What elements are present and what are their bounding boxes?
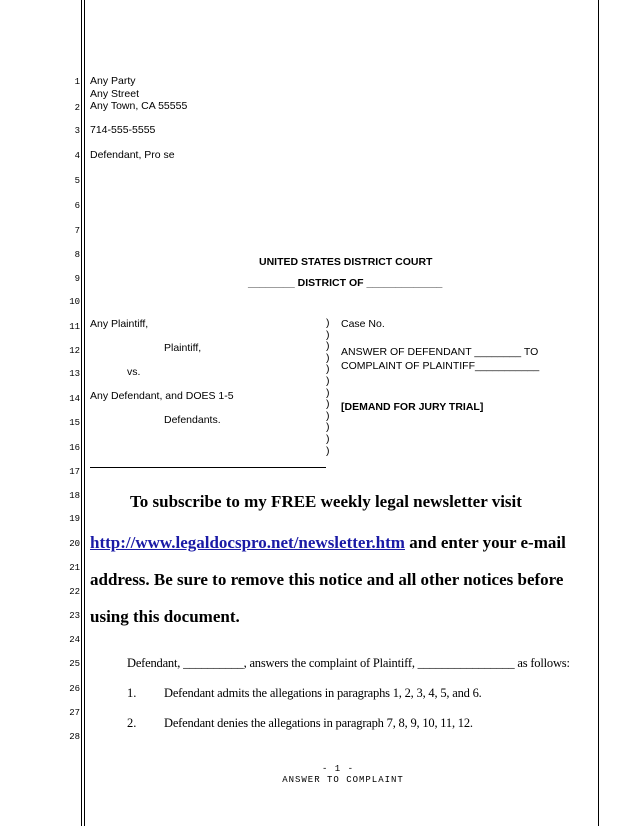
defendants-label: Defendants. xyxy=(164,414,221,426)
notice-line4: using this document. xyxy=(90,607,240,626)
line-number: 3 xyxy=(74,126,80,136)
left-margin-line-inner xyxy=(84,0,85,826)
plaintiff-label: Plaintiff, xyxy=(164,342,202,354)
item-1-number: 1. xyxy=(127,686,137,700)
item-2-number: 2. xyxy=(127,716,137,730)
item-2-text: Defendant denies the allegations in paragraph 7, 8, 9, 10, 11, 12. xyxy=(164,716,473,730)
line-number: 18 xyxy=(69,491,80,501)
notice-line2 xyxy=(90,533,566,553)
line-number: 15 xyxy=(69,418,80,428)
line-number: 14 xyxy=(69,394,80,404)
line-number: 19 xyxy=(69,514,80,524)
notice-line2-text: and enter your e-mail xyxy=(404,533,566,552)
notice-line3: address. Be sure to remove this notice and all other notices before xyxy=(90,570,564,589)
party-street: Any Street xyxy=(90,88,140,100)
line-number: 28 xyxy=(69,732,80,742)
court-district: ________ DISTRICT OF _____________ xyxy=(248,277,443,289)
plaintiff-name: Any Plaintiff, xyxy=(90,318,149,330)
caption-parentheses: ) ) ) ) ) ) ) ) ) ) ) ) xyxy=(326,317,330,457)
line-number: 11 xyxy=(69,322,80,332)
footer-title: ANSWER TO COMPLAINT xyxy=(282,775,404,785)
answer-intro: Defendant, __________, answers the complaint of Plaintiff, ________________ as follows: xyxy=(127,656,570,670)
document-title-line1: ANSWER OF DEFENDANT ________ TO xyxy=(341,346,539,358)
line-number: 1 xyxy=(74,77,80,87)
line-number: 16 xyxy=(69,443,80,453)
line-number: 26 xyxy=(69,684,80,694)
notice-line1: To subscribe to my FREE weekly legal newsletter visit xyxy=(130,492,522,511)
line-number: 5 xyxy=(74,176,80,186)
document-title-line2: COMPLAINT OF PLAINTIFF___________ xyxy=(341,360,540,372)
line-number: 21 xyxy=(69,563,80,573)
line-number: 27 xyxy=(69,708,80,718)
right-margin-line xyxy=(598,0,599,826)
party-name: Any Party xyxy=(90,75,136,87)
versus-text: vs. xyxy=(127,366,141,378)
line-number: 13 xyxy=(69,369,80,379)
jury-demand: [DEMAND FOR JURY TRIAL] xyxy=(341,401,484,413)
item-1-text: Defendant admits the allegations in paragraphs 1, 2, 3, 4, 5, and 6. xyxy=(164,686,482,700)
party-phone: 714-555-5555 xyxy=(90,124,156,136)
line-number: 23 xyxy=(69,611,80,621)
line-number: 20 xyxy=(69,539,80,549)
party-city: Any Town, CA 55555 xyxy=(90,100,188,112)
court-name: UNITED STATES DISTRICT COURT xyxy=(259,256,433,268)
line-number: 7 xyxy=(74,226,80,236)
case-number-label: Case No. xyxy=(341,318,385,330)
line-number: 10 xyxy=(69,297,80,307)
newsletter-link[interactable]: http://www.legaldocspro.net/newsletter.htm xyxy=(90,533,405,552)
line-number: 22 xyxy=(69,587,80,597)
line-number: 12 xyxy=(69,346,80,356)
line-number: 8 xyxy=(74,250,80,260)
page-number: - 1 - xyxy=(321,764,354,774)
left-margin-line-outer xyxy=(81,0,82,826)
line-number: 24 xyxy=(69,635,80,645)
line-number: 4 xyxy=(74,151,80,161)
caption-underline xyxy=(90,467,326,468)
line-number: 2 xyxy=(74,103,80,113)
party-role: Defendant, Pro se xyxy=(90,149,175,161)
line-number: 25 xyxy=(69,659,80,669)
line-number: 17 xyxy=(69,467,80,477)
line-number: 9 xyxy=(74,274,80,284)
defendant-name: Any Defendant, and DOES 1-5 xyxy=(90,390,234,402)
line-number: 6 xyxy=(74,201,80,211)
